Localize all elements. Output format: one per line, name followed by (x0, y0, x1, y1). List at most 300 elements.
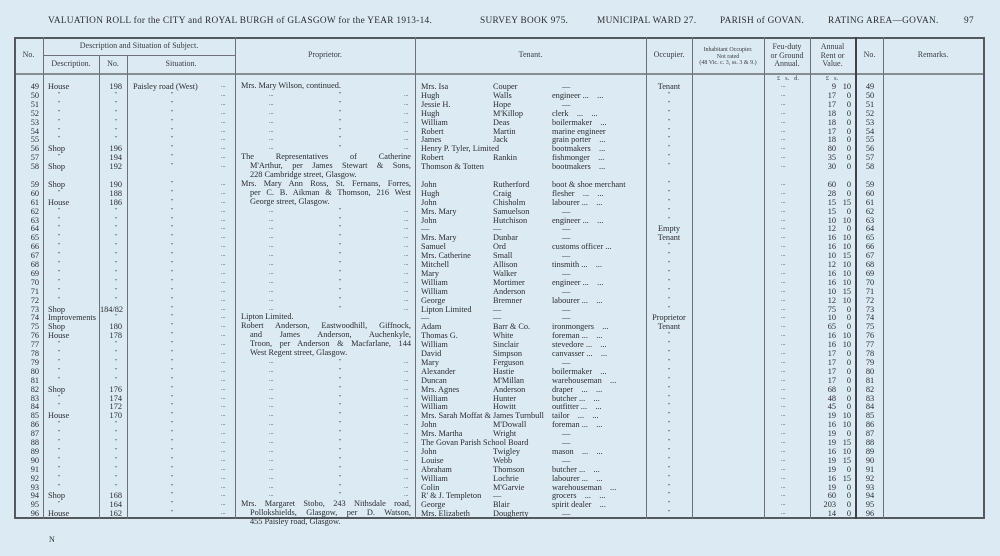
proprietor-ditto-mark: " (339, 269, 342, 276)
table-row (0, 189, 1000, 198)
situation: " (171, 447, 174, 454)
row-number-right: 58 (865, 162, 875, 172)
header-number: No. (107, 59, 119, 68)
table-row (0, 491, 1000, 500)
tenant-occupation: — (562, 82, 571, 91)
rent-shillings: 10 (842, 260, 851, 269)
proprietor-entry (241, 82, 411, 91)
row-number: 75 (30, 322, 39, 332)
tenant-occupation: — (562, 251, 571, 261)
house-number: " (114, 439, 117, 445)
tenant-first-name: Mary (421, 357, 439, 367)
tenant-surname: Thomson (493, 464, 525, 474)
description: " (58, 278, 61, 285)
tenant-surname: — (493, 304, 502, 314)
description: House (48, 411, 70, 421)
rent-shillings: 10 (842, 420, 851, 430)
proprietor-ditto-dots: ... (404, 287, 409, 294)
table-row (0, 305, 1000, 314)
situation-dots: ... (221, 403, 226, 410)
row-number: 56 (30, 144, 39, 154)
situation-dots: ... (221, 225, 226, 232)
proprietor-line: West Regent street, Glasgow. (250, 348, 348, 358)
feu-duty: ... (781, 367, 786, 374)
tenant-first-name: James (421, 135, 442, 145)
house-number: " (114, 234, 117, 241)
house-number: " (114, 225, 117, 232)
tenant-first-name: William (421, 117, 448, 127)
situation: " (171, 439, 174, 445)
row-number: 78 (30, 349, 39, 358)
tenant-surname: Anderson (493, 384, 526, 394)
situation-dots: ... (221, 367, 226, 374)
feu-duty: ... (781, 465, 786, 472)
description: " (58, 376, 61, 383)
description: " (58, 261, 61, 267)
rent-shillings: 0 (846, 357, 851, 367)
rent-pounds: 48 (827, 393, 836, 403)
tenant-surname: Small (493, 251, 513, 261)
situation: " (171, 109, 174, 116)
occupier: " (667, 207, 671, 214)
header-rent-line: Value. (822, 59, 843, 69)
rent-shillings: 15 (842, 455, 851, 465)
tenant-first-name: Mrs. Martha (421, 429, 463, 439)
occupier: " (667, 216, 671, 223)
rent-pounds: 19 (827, 455, 836, 465)
row-number-right: 63 (865, 215, 875, 225)
tenant-first-name: Robert (421, 153, 444, 163)
occupier: " (667, 341, 671, 348)
proprietor-line: 228 Cambridge street, Glasgow. (250, 170, 357, 179)
rent-pounds: 18 (827, 135, 836, 145)
proprietor-ditto-dots: ... (269, 234, 274, 241)
table-row (0, 367, 1000, 376)
row-number: 76 (30, 331, 39, 341)
tenant-first-name: John (421, 179, 437, 189)
description: " (58, 269, 61, 276)
rent-pounds: 203 (823, 500, 836, 510)
feu-duty: ... (781, 189, 786, 196)
description: Shop (48, 304, 66, 314)
tenant-occupation: mason ... ... (552, 446, 603, 456)
proprietor-line: per C. B. Aikman & Thomson, 216 West (250, 187, 411, 197)
situation-dots: ... (221, 323, 226, 330)
tenant-occupation: — (562, 99, 571, 109)
feu-duty: ... (781, 439, 786, 445)
rent-pounds: 16 (827, 331, 836, 341)
situation-dots: ... (221, 243, 226, 250)
tenant-first-name: Lipton Limited (421, 304, 472, 314)
proprietor-ditto-mark: " (339, 287, 342, 294)
proprietor-ditto-dots: ... (269, 412, 274, 419)
feu-duty: ... (781, 145, 786, 152)
description: " (58, 465, 61, 472)
row-number: 86 (30, 420, 39, 430)
occupier: " (667, 91, 671, 98)
description: " (58, 501, 61, 508)
proprietor-ditto-dots: ... (404, 145, 409, 152)
situation-dots: ... (221, 430, 226, 437)
feu-duty: ... (781, 278, 786, 285)
tenant-first-name: Thomson & Totten (421, 162, 484, 172)
occupier: " (667, 287, 671, 294)
rent-pounds: 15 (827, 197, 836, 207)
occupier: " (667, 278, 671, 285)
proprietor-ditto-mark: " (339, 358, 342, 365)
situation: " (171, 154, 174, 161)
row-number-right: 89 (865, 446, 875, 456)
tenant-occupation: — (562, 286, 571, 296)
table-row (0, 313, 1000, 322)
proprietor-entry (241, 180, 411, 207)
rent-shillings: 10 (842, 446, 851, 456)
situation-dots: ... (221, 83, 226, 89)
row-number: 95 (30, 500, 39, 510)
proprietor-ditto-mark: " (339, 225, 342, 232)
tenant-first-name: William (421, 286, 448, 296)
occupier: " (667, 501, 671, 508)
proprietor-ditto-dots: ... (269, 109, 274, 116)
row-number: 92 (30, 473, 39, 483)
table-row (0, 260, 1000, 269)
tenant-surname: Howitt (493, 402, 517, 412)
table-row (0, 420, 1000, 429)
feu-duty: ... (781, 501, 786, 508)
rent-pounds: 19 (827, 482, 836, 492)
proprietor-line: M'Arthur, per James Stewart & Sons, (250, 161, 411, 171)
rent-pounds: 12 (827, 224, 836, 234)
proprietor-ditto-mark: " (339, 465, 342, 472)
occupier: Tenant (657, 233, 681, 243)
house-number: 196 (109, 144, 122, 154)
description: " (58, 100, 61, 107)
proprietor-ditto-dots: ... (269, 456, 274, 463)
occupier: " (667, 376, 671, 383)
tenant-surname: Simpson (493, 349, 523, 358)
proprietor-ditto-mark: " (339, 109, 342, 116)
rent-shillings: 0 (846, 509, 851, 519)
situation: " (171, 492, 174, 499)
rent-shillings: 10 (842, 331, 851, 341)
tenant-occupation: stevedore ... ... (552, 340, 607, 350)
proprietor-ditto-dots: ... (269, 252, 274, 259)
header-group: Description and Situation of Subject. (79, 41, 199, 50)
proprietor-ditto-mark: " (339, 127, 342, 134)
table-row (0, 385, 1000, 394)
proprietor-entry (241, 322, 411, 358)
description: " (58, 207, 61, 214)
rent-shillings: 0 (846, 375, 851, 385)
row-number: 90 (30, 455, 39, 465)
feu-units: £ s. d. (776, 75, 800, 82)
rent-shillings: 0 (846, 126, 851, 136)
tenant-first-name: Henry P. Tyler, Limited (421, 144, 499, 154)
proprietor-ditto-dots: ... (404, 225, 409, 232)
tenant-occupation: — (562, 357, 571, 367)
tenant-first-name: — (421, 313, 430, 323)
header-inhabitant (692, 47, 764, 67)
situation: " (171, 261, 174, 267)
parish: PARISH of GOVAN. (720, 16, 805, 26)
page-number: 97 (964, 16, 974, 26)
proprietor-ditto-dots: ... (404, 376, 409, 383)
tenant-surname: M'Millan (493, 375, 524, 385)
row-number-right: 94 (865, 491, 875, 501)
occupier: " (667, 189, 671, 196)
tenant-surname: — (493, 491, 502, 501)
rent-pounds: 19 (827, 411, 836, 421)
occupier: " (667, 430, 671, 437)
occupier: " (667, 163, 671, 170)
occupier: " (667, 474, 671, 481)
tenant-occupation: ironmongers ... (552, 322, 609, 332)
situation: " (171, 376, 174, 383)
description: " (58, 136, 61, 143)
tenant-surname: Allison (493, 260, 518, 269)
feu-duty: ... (781, 136, 786, 143)
rent-shillings: 0 (846, 188, 851, 198)
proprietor-ditto-dots: ... (269, 492, 274, 499)
description: " (58, 439, 61, 445)
situation-dots: ... (221, 305, 226, 312)
rent-shillings: 0 (846, 304, 851, 314)
rent-pounds: 60 (827, 179, 836, 189)
proprietor-ditto-mark: " (339, 252, 342, 259)
tenant-surname: Martin (493, 126, 516, 136)
situation: " (171, 296, 174, 303)
rent-pounds: 16 (827, 446, 836, 456)
proprietor-ditto-dots: ... (404, 216, 409, 223)
row-number: 82 (30, 384, 39, 394)
occupier: " (667, 358, 671, 365)
table-row (0, 376, 1000, 385)
tenant-first-name: Hugh (421, 90, 440, 100)
row-number: 89 (30, 446, 39, 456)
table-row (0, 465, 1000, 474)
tenant-occupation: draper ... ... (552, 384, 603, 394)
situation: " (171, 350, 174, 356)
house-number: " (114, 118, 117, 125)
tenant-surname: M'Dowall (493, 420, 527, 430)
proprietor-line: and James Anderson, Auchenkyle, (250, 330, 411, 340)
tenant-first-name: John (421, 420, 437, 430)
house-number: 192 (109, 162, 122, 172)
occupier: " (667, 198, 671, 205)
situation-dots: ... (221, 189, 226, 196)
situation: " (171, 341, 174, 348)
house-number: 162 (109, 509, 122, 519)
tenant-occupation: foreman ... ... (552, 331, 603, 341)
situation: " (171, 180, 174, 187)
situation: " (171, 189, 174, 196)
tenant-first-name: Duncan (421, 375, 447, 385)
row-number-right: 74 (865, 313, 875, 323)
row-number-right: 85 (865, 411, 875, 421)
proprietor-ditto-dots: ... (404, 243, 409, 250)
tenant-occupation: bootmakers ... (552, 162, 606, 172)
rent-pounds: 12 (827, 295, 836, 305)
proprietor-ditto-dots: ... (269, 261, 274, 267)
tenant-occupation: — (562, 438, 571, 447)
table-row (0, 251, 1000, 260)
tenant-occupation: grocers ... ... (552, 491, 606, 501)
rent-shillings: 0 (846, 393, 851, 403)
proprietor-ditto-dots: ... (404, 100, 409, 107)
tenant-first-name: Hugh (421, 108, 440, 118)
feu-duty: ... (781, 91, 786, 98)
table-row (0, 456, 1000, 465)
tenant-occupation: labourer ... ... (552, 197, 603, 207)
proprietor-ditto-dots: ... (404, 278, 409, 285)
rent-pounds: 35 (827, 153, 836, 163)
rent-shillings: 0 (846, 349, 851, 358)
tenant-surname: Hunter (493, 393, 517, 403)
row-number-right: 81 (865, 375, 875, 385)
house-number: " (114, 127, 117, 134)
row-number-right: 54 (865, 126, 875, 136)
rent-pounds: 17 (827, 366, 836, 376)
proprietor-ditto-mark: " (339, 403, 342, 410)
tenant-surname: Rutherford (493, 179, 530, 189)
situation-dots: ... (221, 314, 226, 321)
row-number: 67 (30, 251, 39, 261)
description: " (58, 430, 61, 437)
tenant-occupation: canvasser ... ... (552, 349, 608, 358)
row-number-right: 73 (865, 304, 875, 314)
rent-pounds: 10 (827, 251, 836, 261)
feu-duty: ... (781, 234, 786, 241)
house-number: " (114, 447, 117, 454)
house-number: " (114, 367, 117, 374)
row-number-right: 55 (865, 135, 875, 145)
situation: " (171, 216, 174, 223)
situation-dots: ... (221, 394, 226, 401)
row-number: 72 (30, 295, 39, 305)
situation-dots: ... (221, 385, 226, 392)
situation: " (171, 278, 174, 285)
tenant-occupation: — (562, 313, 571, 323)
row-number: 63 (30, 215, 39, 225)
tenant-occupation: warehouseman ... (552, 375, 617, 385)
proprietor-ditto-dots: ... (404, 385, 409, 392)
tenant-surname: Lochrie (493, 473, 519, 483)
table-row (0, 411, 1000, 420)
situation-dots: ... (221, 358, 226, 365)
proprietor-ditto-dots: ... (404, 109, 409, 116)
proprietor-ditto-mark: " (339, 376, 342, 383)
rent-shillings: 0 (846, 402, 851, 412)
rent-pounds: 16 (827, 420, 836, 430)
row-number: 65 (30, 233, 39, 243)
table-row (0, 474, 1000, 483)
proprietor-line: 455 Paisley road, Glasgow. (250, 517, 341, 527)
table-row (0, 162, 1000, 171)
municipal-ward: MUNICIPAL WARD 27. (597, 16, 697, 26)
tenant-first-name: Mary (421, 268, 439, 278)
row-number: 83 (30, 393, 39, 403)
row-number-right: 60 (865, 188, 875, 198)
rent-pounds: 19 (827, 438, 836, 447)
tenant-surname: White (493, 331, 514, 341)
rent-pounds: 17 (827, 90, 836, 100)
row-number-right: 51 (865, 99, 875, 109)
occupier: " (667, 136, 671, 143)
feu-duty: ... (781, 412, 786, 419)
situation: " (171, 91, 174, 98)
situation-dots: ... (221, 234, 226, 241)
tenant-first-name: Mrs. Sarah Moffat & James Turnbull (421, 411, 544, 421)
house-number: " (114, 474, 117, 481)
tenant-occupation: butcher ... ... (552, 393, 600, 403)
tenant-surname: Chisholm (493, 197, 526, 207)
proprietor-ditto-dots: ... (404, 207, 409, 214)
house-number: 170 (109, 411, 122, 421)
table-row (0, 322, 1000, 331)
row-number-right: 77 (865, 340, 875, 350)
proprietor-ditto-dots: ... (269, 483, 274, 490)
proprietor-ditto-dots: ... (404, 269, 409, 276)
rent-shillings: 10 (842, 82, 851, 91)
occupier: Tenant (657, 82, 681, 91)
situation: " (171, 118, 174, 125)
row-number: 51 (30, 99, 39, 109)
occupier: " (667, 510, 671, 517)
proprietor-ditto-mark: " (339, 91, 342, 98)
proprietor-ditto-dots: ... (404, 412, 409, 419)
rent-shillings: 0 (846, 366, 851, 376)
proprietor-ditto-mark: " (339, 145, 342, 152)
row-number: 54 (30, 126, 39, 136)
house-number: 172 (109, 402, 122, 412)
proprietor-line: Mrs. Mary Wilson, continued. (241, 81, 341, 90)
row-number: 60 (30, 188, 39, 198)
proprietor-ditto-mark: " (339, 118, 342, 125)
description: " (58, 127, 61, 134)
situation-dots: ... (221, 296, 226, 303)
proprietor-ditto-mark: " (339, 100, 342, 107)
proprietor-ditto-dots: ... (269, 296, 274, 303)
house-number: " (114, 252, 117, 259)
row-number: 55 (30, 135, 39, 145)
table-row (0, 153, 1000, 162)
table-row (0, 331, 1000, 340)
rent-shillings: 0 (846, 313, 851, 323)
tenant-first-name: William (421, 393, 448, 403)
occupier: " (667, 127, 671, 134)
table-row (0, 207, 1000, 216)
proprietor-ditto-dots: ... (404, 252, 409, 259)
rent-pounds: 19 (827, 464, 836, 474)
tenant-first-name: The Govan Parish School Board (421, 438, 529, 447)
situation: " (171, 483, 174, 490)
occupier: " (667, 403, 671, 410)
rent-pounds: 12 (827, 260, 836, 269)
occupier: " (667, 145, 671, 152)
situation-dots: ... (221, 492, 226, 499)
proprietor-ditto-mark: " (339, 385, 342, 392)
tenant-occupation: — (562, 268, 571, 278)
row-number-right: 80 (865, 366, 875, 376)
tenant-first-name: Mrs. Mary (421, 206, 457, 216)
rent-shillings: 10 (842, 411, 851, 421)
tenant-surname: Hope (493, 99, 511, 109)
proprietor-ditto-dots: ... (404, 456, 409, 463)
house-number: " (114, 136, 117, 143)
situation-dots: ... (221, 376, 226, 383)
tenant-surname: Hastie (493, 366, 515, 376)
description: Improvements (48, 313, 96, 323)
